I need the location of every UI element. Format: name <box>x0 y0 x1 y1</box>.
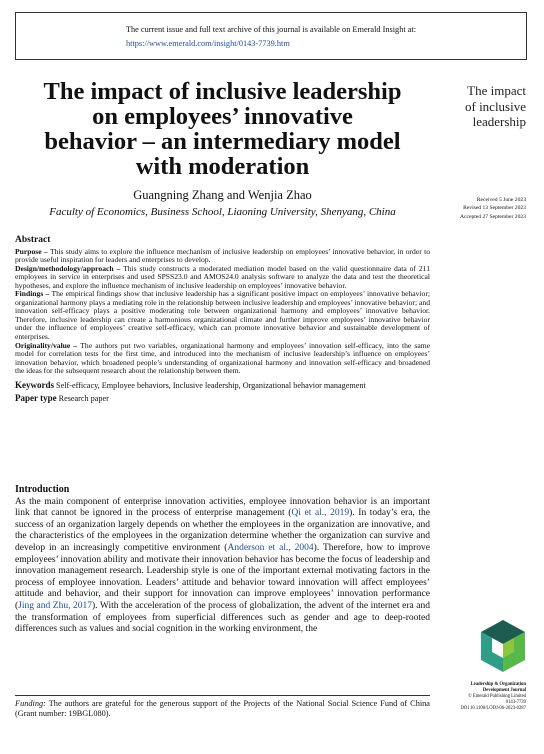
introduction-heading: Introduction <box>15 484 70 495</box>
journal-name: Leadership & Organization <box>470 682 526 687</box>
citation-link[interactable]: Qi et al., 2019 <box>291 508 350 519</box>
authors: Guangning Zhang and Wenjia Zhao <box>133 188 312 202</box>
received-date: Received 5 June 2023 <box>476 197 526 203</box>
running-head: The impact of inclusive leadership <box>464 83 526 129</box>
paper-type: Paper type Research paper <box>15 393 109 404</box>
article-dates <box>430 196 526 221</box>
affiliation: Faculty of Economics, Business School, Liaoning University, Shenyang, China <box>49 206 396 218</box>
abstract-findings: Findings – The empirical findings show that inclusive leadership has a significant positive impact on employees’ innovative behavior; organizational harmony plays a mediating role in the relationship between inclusive leadership and employees’ innovative behavior; and innovation self-efficacy plays a positive moderating role between organizational harmony and employees’ innovative behavior. Therefore, inclusive leadership can create a harmonious organizational climate and further improve employees’ innovative behavior under the influence of employees’ creative self-efficacy, which can promote innovative behavior and sustainable development of enterprises. <box>15 289 430 342</box>
availability-notice <box>15 12 527 60</box>
availability-text: The current issue and full text archive of this journal is available on Emerald Insight at: <box>125 25 417 34</box>
funding-note: Funding: The authors are grateful for the generous support of the Projects of the National Social Science Fund of China (Grant number: 19BGL080). <box>15 699 430 718</box>
introduction-section <box>15 484 430 636</box>
abstract-section <box>15 236 430 404</box>
abstract-purpose: Purpose – This study aims to explore the influence mechanism of inclusive leadership on employees’ innovative behavior, in order to provide useful inspiration for leaders and enterprises to develop. <box>15 246 431 265</box>
doi: DOI 10.1108/LODJ-06-2023-0287 <box>460 706 526 712</box>
abstract-design: Design/methodology/approach – This study constructs a moderated mediation model based on the valid questionnaire data of 211 employees in service in enterprises and used SPSS23.0 and AMOS24.0 analysis software to analyze the data and test the theoretical hypotheses, and explore the influence mechanism of inclusive leadership on employees’ innovative behavior. <box>15 263 430 290</box>
journal-archive-link[interactable]: https://www.emerald.com/insight/0143-7739.htm <box>126 39 290 48</box>
abstract-originality: Originality/value – The authors put two variables, organizational harmony and employees’ innovation self-efficacy, into the same model for correlation tests for the first time, and introduced into the mechanism of inclusive leadership’s influence on employees’ innovation behavior, which broadened people’s understanding of organizational harmony and innovation self-efficacy and broadened the ideas for the subsequent research about the relationship between them. <box>15 340 430 376</box>
article-title: The impact of inclusive leadership on employees’ innovative behavior – an intermediary model with moderation <box>43 78 402 180</box>
introduction-paragraph: As the main component of enterprise innovation activities, employee innovation behavior is an important link that cannot be ignored in the process of enterprise management (Qi et al., 2019). In today’s era, the success of an organization largely depends on whether the employees in the organization are innovative, and the characteristics of the employees in the organization determine whether the organization can survive and develop in an increasingly competitive environment (Anderson et al., 2004). Therefore, how to improve employees’ innovation ability and motivate their innovation behavior has become the focus of leadership and innovation management research. Leadership style is one of the important external motivating factors in the process of employee innovation. Leaders’ attitude and behavior toward innovation will affect employees’ attitude and behavior, and their support for innovation can improve employees’ innovation performance (Jing and Zhu, 2017). With the acceleration of the process of globalization, the advent of the internet era and the transformation of employees from superficial differences such as gender and age to deep-rooted differences such as values and social cognition in the working environment, the <box>15 496 431 635</box>
keywords: Keywords Self-efficacy, Employee behaviors, Inclusive leadership, Organizational behavior management <box>15 379 366 390</box>
issn: 0143-7739 <box>505 700 526 706</box>
footnote-divider <box>15 695 430 696</box>
journal-logo-icon <box>479 618 527 674</box>
citation-link[interactable]: Jing and Zhu, 2017 <box>18 600 92 611</box>
journal-info: Leadership & Organization Development Journal © Emerald Publishing Limited 0143-7739 DOI 10.1108/LODJ-06-2023-0287 <box>430 682 526 712</box>
abstract-heading: Abstract <box>15 235 51 245</box>
citation-link[interactable]: Anderson et al., 2004 <box>227 542 314 553</box>
publisher: © Emerald Publishing Limited <box>468 694 526 700</box>
accepted-date: Accepted 27 September 2023 <box>459 213 526 220</box>
revised-date: Revised 13 September 2023 <box>463 205 526 212</box>
